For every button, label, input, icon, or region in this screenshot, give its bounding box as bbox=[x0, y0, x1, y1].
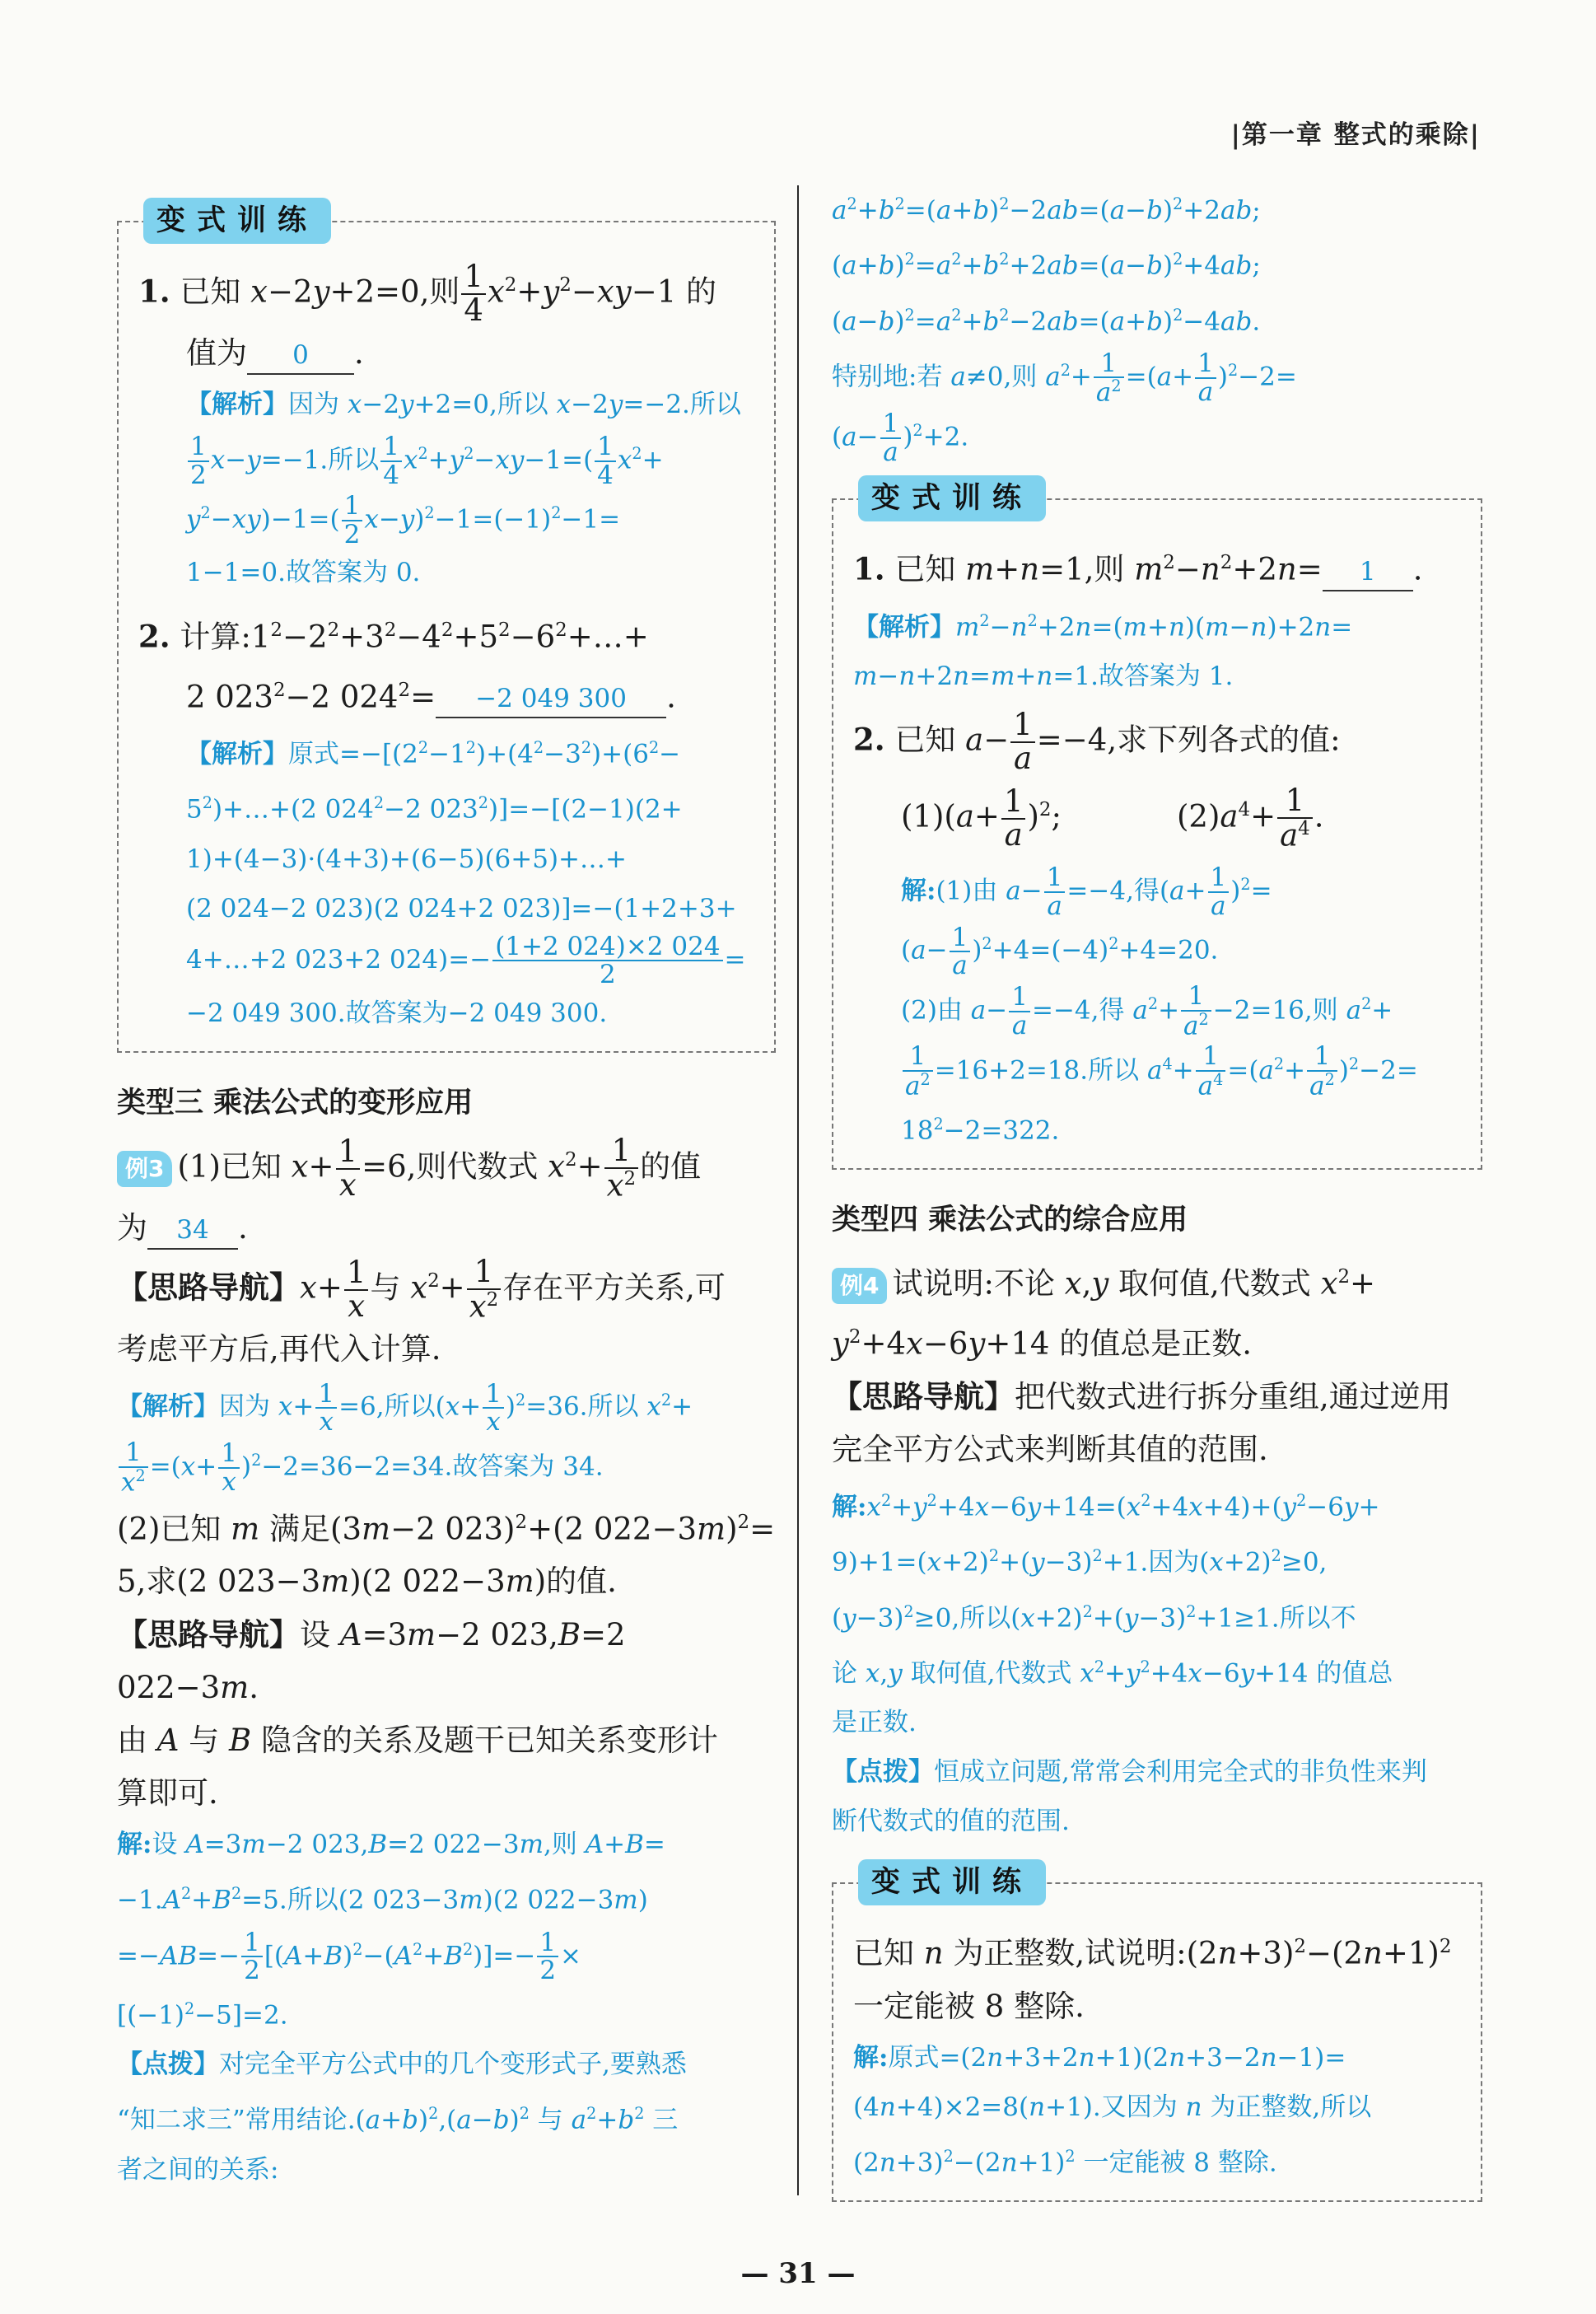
analysis-2: 【解析】原式$=-[(2^2-1^2)+(4^2-3^2)+(6^2-$ $5^2)+\dots+(2$ $024^2-2$ $023^2)]=-[(2-1)(2+$ 1)+(4−3)·(4+3)+(6−5)(6+5)+…+ (2 024−2 023)(2 024+2 023)]=−(1+2+3+ 4+…+2 023+2 024)=− $\frac{(1+2 024)\times 2 024}{2}$ = −2 049 300.故答案为−2 049 300. bbox=[186, 738, 746, 1028]
example-4: 例4 试说明:不论 x,y 取何值,代数式 $x^2+$ $y^2+4x-6y+14$ 的值总是正数. bbox=[832, 1265, 1376, 1361]
left-column: 变式训练 1. 已知 x−2y+2=0,则 $\frac{1}{4}$ $x^2+y^2-xy-1$ 的 值为 0 . 【解析】因为 x−2y+2=0,所以 x−2y=−2.所以 $\frac{1}{2}$ x−y=−1.所以 $\frac{1}{4}$ $x^2+y^2-xy-1=$( $\frac{1}{4}$ $x^2+$ $y^2-xy)-1=$( $\frac{1}{2}$ $x-y)^2-1=(-1)^2-1=$ 1−1=0.故答案为 0. 2. 计算$:1^2-2^2+3^2-4^2+5^2-6^2+\dots+$ 2 $023^2-2$ $024^2= -2$ 049 300 . 【解析】原式$=-[(2^2-1^2)+(4^2-3^2)+(6^2-$ $5^2)+\dots+(2$ $024^2-2$ $023^2)]=-[(2-1)(2+$ 1)+(4−3)·(4+3)+(6−5)(6+5)+…+ (2 024−2 023)(2 024+2 023)]=−(1+2+3+ 4+…+2 023+2 024)=− $\frac{(1+2 024)\times 2 024}{2}$ = −2 049 300.故答案为−2 049 300. 类型三 乘法公式的变形应用 例3 (1)已知 x+ $\frac{1}{x}$ =6,则代数式 $x^2+$ $\frac{1}{x^2}$ 的值 为 34 . 【思路导航】x+ $\frac{1}{x}$ 与 $x^2+$ $\frac{1}{x^2}$ 存在平方关系,可 考虑平方后,再代入计算. 【解析】因为 x+ $\frac{1}{x}$ =6,所以(x+ $\frac{1}{x}$ )$^2$=36.所以 $x^2+$ $\frac{1}{x^2}$ =(x+ $\frac{1}{x}$ )$^2$−2=36−2=34.故答案为 34. (2)已知 m 满足(3m−2 023)$^2$+(2 022−3m)$^2$= 5,求(2 023−3m)(2 022−3m)的值. 【思路导航】设 A=3m−2 023,B=2 022−3m. 由 A 与 B 隐含的关系及题干已知关系变形计 算即可. 解:设 A=3m−2 023,B=2 022−3m,则 A+B= $-1.A^2+B^2=5$.所以(2 023−3m)(2 022−3m) =−AB=− $\frac{1}{2}$ $[(A+B)^2-(A^2+B^2)]=-$ $\frac{1}{2}$ × $[(-1)^2-5]=2$. 【点拨】对完全平方公式中的几个变形式子,要熟悉 “知二求三”常用结论$.(a+b)^2,(a-b)^2$ 与 $a^2+b^2$ 三 者之间的关系: bbox=[117, 188, 776, 2195]
guide: 【思路导航】把代数式进行拆分重组,通过逆用 完全平方公式来判断其值的范围. bbox=[832, 1377, 1451, 1467]
answer-blank: 1 bbox=[1323, 554, 1413, 591]
practice-box-1: 变式训练 1. 已知 x−2y+2=0,则 $\frac{1}{4}$ $x^2+y^2-xy-1$ 的 值为 0 . 【解析】因为 x−2y+2=0,所以 x−2y=−2.所以 $\frac{1}{2}$ x−y=−1.所以 $\frac{1}{4}$ $x^2+y^2-xy-1=$( $\frac{1}{4}$ $x^2+$ $y^2-xy)-1=$( $\frac{1}{2}$ $x-y)^2-1=(-1)^2-1=$ 1−1=0.故答案为 0. 2. 计算$:1^2-2^2+3^2-4^2+5^2-6^2+\dots+$ 2 $023^2-2$ $024^2= -2$ 049 300 . 【解析】原式$=-[(2^2-1^2)+(4^2-3^2)+(6^2-$ $5^2)+\dots+(2$ $024^2-2$ $023^2)]=-[(2-1)(2+$ 1)+(4−3)·(4+3)+(6−5)(6+5)+…+ (2 024−2 023)(2 024+2 023)]=−(1+2+3+ 4+…+2 023+2 024)=− $\frac{(1+2 024)\times 2 024}{2}$ = −2 049 300.故答案为−2 049 300. bbox=[117, 221, 776, 1053]
practice-title: 变式训练 bbox=[858, 475, 1046, 521]
answer-blank: −2 049 300 bbox=[436, 680, 666, 718]
page-number: — 31 — bbox=[740, 2257, 856, 2290]
solution-5: 解$:x^2+y^2+4x-6y+14=(x^2+4x+4)+(y^2-6y+$ $9)+1=(x+2)^2+(y-3)^2+1$.因为$(x+2)^2\ge 0$, $(y-3)^2\ge 0$,所以$(x+2)^2+(y-3)^2+1\ge 1$.所以不 论 x,y 取何值,代数式 $x^2+y^2+4x-6y+14$ 的值总 是正数. bbox=[832, 1490, 1393, 1738]
practice-box-3 bbox=[832, 1866, 1482, 2202]
tip-3: 【点拨】对完全平方公式中的几个变形式子,要熟悉 “知二求三”常用结论$.(a+b)^2,(a-b)^2$ 与 $a^2+b^2$ 三 者之间的关系: bbox=[117, 2050, 687, 2185]
guide: 【思路导航】x+ $\frac{1}{x}$ 与 $x^2+$ $\frac{1}{x^2}$ 存在平方关系,可 考虑平方后,再代入计算. bbox=[117, 1254, 726, 1367]
answer-blank: 34 bbox=[147, 1212, 238, 1250]
type-heading: 类型四 乘法公式的综合应用 bbox=[832, 1204, 1188, 1237]
practice-box-2: 变式训练 1. 已知 m+n=1,则 $m^2-n^2+2n= 1$ . 【解析】$m^2-n^2+2n=(m+n)(m-n)+2n=$ m−n+2n=m+n=1.故答案为 1. 2. 已知 a− $\frac{1}{a}$ =−4,求下列各式的值: (1)(a+ $\frac{1}{a}$ )$^2$; $(2)a^4+$ $\frac{1}{a^4}$ . 解:(1)由 a− $\frac{1}{a}$ =−4,得(a+ $\frac{1}{a}$ )$^2$= (a− $\frac{1}{a}$ )$^2+4=(-4)^2+4=20$. (2)由 a− $\frac{1}{a}$ =−4,得 $a^2+$ $\frac{1}{a^2}$ −2=16,则 $a^2+$ $\frac{1}{a^2}$ =16+2=18.所以 $a^4+$ $\frac{1}{a^4}$ $=(a^2+$ $\frac{1}{a^2}$ )$^2$−2= $18^2-2=322$. bbox=[832, 498, 1482, 1170]
type-heading: 类型三 乘法公式的变形应用 bbox=[117, 1086, 474, 1120]
analysis-1: 【解析】因为 x−2y+2=0,所以 x−2y=−2.所以 $\frac{1}{2}$ x−y=−1.所以 $\frac{1}{4}$ $x^2+y^2-xy-1=$( $\frac{1}{4}$ $x^2+$ $y^2-xy)-1=$( $\frac{1}{2}$ $x-y)^2-1=(-1)^2-1=$ 1−1=0.故答案为 0. bbox=[186, 389, 741, 588]
answer-blank: 0 bbox=[247, 337, 354, 375]
example-3-part-2: (2)已知 m 满足(3m−2 023)$^2$+(2 022−3m)$^2$= 5,求(2 023−3m)(2 022−3m)的值. bbox=[117, 1511, 776, 1600]
running-head: |第一章 整式的乘除| bbox=[1230, 120, 1481, 150]
right-column bbox=[832, 188, 1482, 2202]
analysis-3: 【解析】因为 x+ $\frac{1}{x}$ =6,所以(x+ $\frac{1}{x}$ )$^2$=36.所以 $x^2+$ $\frac{1}{x^2}$ =(x+ $\frac{1}{x}$ )$^2$−2=36−2=34.故答案为 34. bbox=[117, 1378, 693, 1498]
question-1: 1. 已知 x−2y+2=0,则 $\frac{1}{4}$ $x^2+y^2-xy-1$ 的 bbox=[138, 258, 716, 328]
question-2: 2. 已知 a− $\frac{1}{a}$ =−4,求下列各式的值: bbox=[853, 707, 1341, 776]
practice-title: 变式训练 bbox=[858, 1859, 1046, 1905]
question-1: 1. 已知 m+n=1,则 $m^2-n^2+2n= 1$ . bbox=[853, 536, 1463, 596]
solution-4: 解:(1)由 a− $\frac{1}{a}$ =−4,得(a+ $\frac{1}{a}$ )$^2$= (a− $\frac{1}{a}$ )$^2+4=(-4)^2+4=20$. (2)由 a− $\frac{1}{a}$ =−4,得 $a^2+$ $\frac{1}{a^2}$ −2=16,则 $a^2+$ $\frac{1}{a^2}$ =16+2=18.所以 $a^4+$ $\frac{1}{a^4}$ $=(a^2+$ $\frac{1}{a^2}$ )$^2$−2= $18^2-2=322$. bbox=[901, 862, 1418, 1146]
question: 已知 n 为正整数,试说明$:(2n+3)^2-(2n+1)^2$ 一定能被 8 整除. bbox=[853, 1935, 1452, 2024]
example-tag: 例3 bbox=[117, 1151, 172, 1187]
example-tag: 例4 bbox=[832, 1268, 887, 1304]
analysis-4: 【解析】$m^2-n^2+2n=(m+n)(m-n)+2n=$ m−n+2n=m+n=1.故答案为 1. bbox=[853, 610, 1353, 692]
tip-4: 【点拨】恒成立问题,常常会利用完全式的非负性来判 断代数式的值的范围. bbox=[832, 1757, 1427, 1837]
identities: $a^2+b^2=(a+b)^2-2ab=(a-b)^2+2ab$; $(a+b)^2=a^2+b^2+2ab=(a-b)^2+4ab$; $(a-b)^2=a^2+b^2-2ab=(a+b)^2-4ab$. 特别地:若 a≠0,则 $a^2+$ $\frac{1}{a^2}$ =(a+ $\frac{1}{a}$ )$^2$−2= (a− $\frac{1}{a}$ )$^2$+2. bbox=[832, 194, 1297, 467]
column-divider bbox=[797, 185, 799, 2195]
example-3: 例3 (1)已知 x+ $\frac{1}{x}$ =6,则代数式 $x^2+$ $\frac{1}{x^2}$ 的值 bbox=[117, 1134, 776, 1202]
solution-6: 解:原式=(2n+3+2n+1)(2n+3−2n−1)= (4n+4)×2=8(n+1).又因为 n 为正整数,所以 $(2n+3)^2-(2n+1)^2$ 一定能被 8 整除. bbox=[853, 2042, 1372, 2177]
question-2: 2. 计算$:1^2-2^2+3^2-4^2+5^2-6^2+\dots+$ bbox=[138, 618, 649, 655]
solution-3: 解:设 A=3m−2 023,B=2 022−3m,则 A+B= $-1.A^2+B^2=5$.所以(2 023−3m)(2 022−3m) =−AB=− $\frac{1}{2}$ $[(A+B)^2-(A^2+B^2)]=-$ $\frac{1}{2}$ × $[(-1)^2-5]=2$. bbox=[117, 1830, 665, 2031]
practice-title: 变式训练 bbox=[143, 198, 331, 244]
guide: 【思路导航】设 A=3m−2 023,B=2 022−3m. 由 A 与 B 隐含的关系及题干已知关系变形计 算即可. bbox=[117, 1616, 718, 1811]
